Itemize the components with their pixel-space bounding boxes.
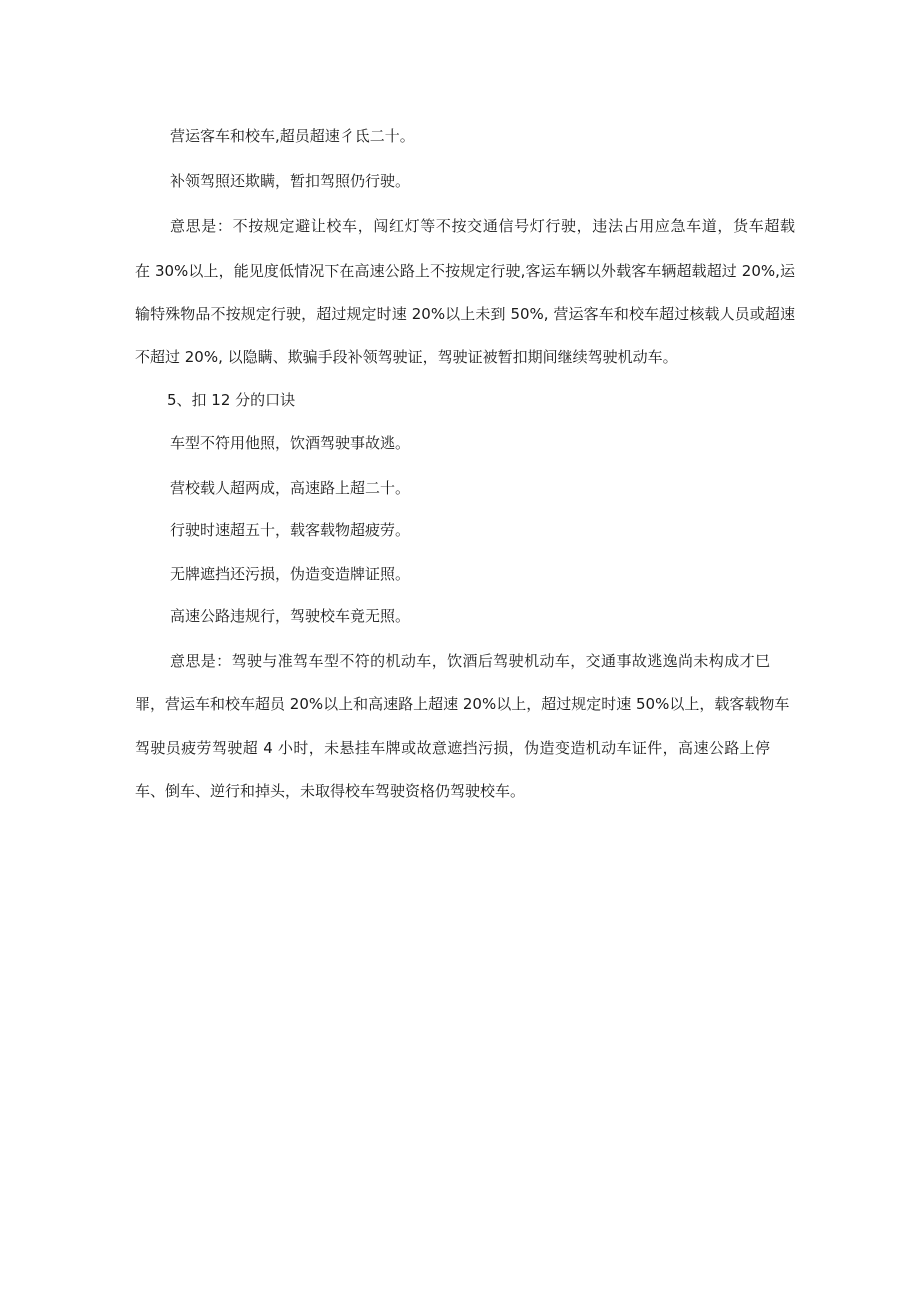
- meaning-line-2: 在 30%以上，能见度低情况下在高速公路上不按规定行驶,客运车辆以外载客车辆超载超过 20%,运: [135, 262, 795, 280]
- meaning-line-1: 意思是：驾驶与准驾车型不符的机动车，饮酒后驾驶机动车，交通事故逃逸尚未构成才巳: [170, 652, 770, 670]
- rhyme-line-2: 补领驾照还欺瞒，暂扣驾照仍行驶。: [170, 172, 411, 190]
- meaning-line-2: 罪，营运车和校车超员 20%以上和高速路上超速 20%以上，超过规定时速 50%以上，载客载物车: [135, 695, 790, 713]
- meaning-line-4: 车、倒车、逆行和掉头，未取得校车驾驶资格仍驾驶校车。: [135, 782, 526, 800]
- meaning-line-3: 驾驶员疲劳驾驶超 4 小时，未悬挂车牌或故意遮挡污损，伪造变造机动车证件，高速公路上停: [135, 739, 770, 757]
- rhyme-item: 无牌遮挡还污损，伪造变造牌证照。: [170, 565, 411, 583]
- meaning-line-1: 意思是：不按规定避让校车，闯红灯等不按交通信号灯行驶，违法占用应急车道，货车超载: [170, 217, 795, 235]
- rhyme-item: 行驶时速超五十，载客载物超疲劳。: [170, 521, 411, 539]
- rhyme-item: 营校载人超两成，高速路上超二十。: [170, 479, 411, 497]
- rhyme-line-1: 营运客车和校车,超员超速彳氐二十。: [170, 127, 415, 145]
- meaning-line-4: 不超过 20%, 以隐瞒、欺骗手段补领驾驶证，驾驶证被暂扣期间继续驾驶机动车。: [135, 348, 678, 366]
- rhyme-item: 高速公路违规行，驾驶校车竟无照。: [170, 607, 411, 625]
- meaning-line-3: 输特殊物品不按规定行驶，超过规定时速 20%以上未到 50%, 营运客车和校车超过核载人员或超速: [135, 305, 795, 323]
- section-heading: 5、扣 12 分的口诀: [167, 391, 296, 409]
- rhyme-item: 车型不符用他照，饮酒驾驶事故逃。: [170, 434, 411, 452]
